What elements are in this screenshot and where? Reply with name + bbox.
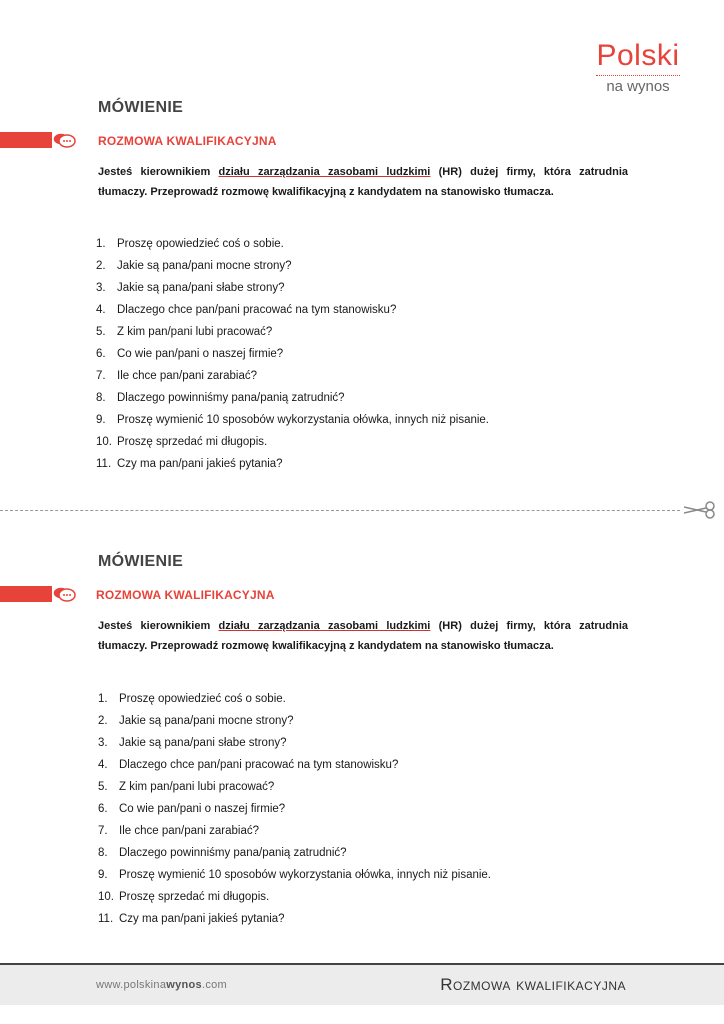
- item-number: 1.: [98, 693, 108, 705]
- item-text: Proszę sprzedać mi długopis.: [117, 436, 268, 448]
- question-list: [98, 688, 491, 930]
- item-number: 3.: [98, 737, 108, 749]
- scissors-icon: [684, 499, 718, 521]
- list-item: [98, 886, 491, 908]
- item-number: 7.: [98, 825, 108, 837]
- item-number: 9.: [98, 869, 108, 881]
- item-text: Proszę wymienić 10 sposobów wykorzystania ołówka, innych niż pisanie.: [117, 414, 490, 426]
- item-number: 8.: [98, 847, 108, 859]
- item-text: Proszę opowiedzieć coś o sobie.: [117, 238, 284, 250]
- item-text: Dlaczego chce pan/pani pracować na tym stanowisku?: [119, 759, 399, 771]
- item-number: 5.: [98, 781, 108, 793]
- task-description: [98, 162, 628, 202]
- intro-underlined: działu zarządzania zasobami ludzkimi: [218, 166, 431, 178]
- footer-url[interactable]: [96, 979, 227, 991]
- item-text: Proszę sprzedać mi długopis.: [119, 891, 270, 903]
- speech-bubbles-icon: [52, 131, 76, 149]
- item-number: 9.: [96, 414, 106, 426]
- list-item: [98, 688, 491, 710]
- intro-part: (HR) dużej firmy, która zatrudnia tłumaczy. Przeprowadź rozmowę kwalifikacyjną z kandydatem na stanowisko tłumacza.: [98, 166, 628, 198]
- accent-bar: [0, 132, 52, 148]
- item-text: Czy ma pan/pani jakieś pytania?: [119, 913, 285, 925]
- item-text: Jakie są pana/pani mocne strony?: [117, 260, 292, 272]
- item-number: 1.: [96, 238, 106, 250]
- footer-url-part: www.polskina: [96, 979, 167, 991]
- item-text: Z kim pan/pani lubi pracować?: [117, 326, 273, 338]
- logo-title: Polski: [596, 39, 680, 72]
- item-text: Z kim pan/pani lubi pracować?: [119, 781, 275, 793]
- section-heading: MÓWIENIE: [98, 99, 184, 116]
- cut-line: [0, 510, 680, 511]
- item-text: Jakie są pana/pani słabe strony?: [117, 282, 285, 294]
- item-number: 8.: [96, 392, 106, 404]
- list-item: [96, 277, 489, 299]
- list-item: [98, 754, 491, 776]
- list-item: [96, 365, 489, 387]
- item-number: 4.: [98, 759, 108, 771]
- accent-bar: [0, 586, 52, 602]
- list-item: [96, 409, 489, 431]
- list-item: [96, 233, 489, 255]
- item-number: 10.: [96, 436, 112, 448]
- list-item: [98, 798, 491, 820]
- item-text: Czy ma pan/pani jakieś pytania?: [117, 458, 283, 470]
- list-item: [98, 776, 491, 798]
- item-text: Dlaczego powinniśmy pana/panią zatrudnić?: [117, 392, 345, 404]
- list-item: [96, 453, 489, 475]
- list-item: [96, 321, 489, 343]
- item-number: 11.: [96, 458, 112, 470]
- list-item: [96, 387, 489, 409]
- item-text: Co wie pan/pani o naszej firmie?: [119, 803, 286, 815]
- list-item: [98, 820, 491, 842]
- item-number: 11.: [98, 913, 114, 925]
- list-item: [96, 431, 489, 453]
- item-number: 2.: [96, 260, 106, 272]
- item-number: 4.: [96, 304, 106, 316]
- item-text: Jakie są pana/pani słabe strony?: [119, 737, 287, 749]
- task-description: [98, 616, 628, 656]
- item-text: Proszę wymienić 10 sposobów wykorzystania ołówka, innych niż pisanie.: [119, 869, 492, 881]
- intro-underlined: działu zarządzania zasobami ludzkimi: [218, 620, 431, 632]
- item-text: Jakie są pana/pani mocne strony?: [119, 715, 294, 727]
- item-text: Ile chce pan/pani zarabiać?: [117, 370, 258, 382]
- item-text: Dlaczego chce pan/pani pracować na tym stanowisku?: [117, 304, 397, 316]
- intro-part: (HR) dużej firmy, która zatrudnia tłumaczy. Przeprowadź rozmowę kwalifikacyjną z kandydatem na stanowisko tłumacza.: [98, 620, 628, 652]
- item-text: Ile chce pan/pani zarabiać?: [119, 825, 260, 837]
- footer-url-part: .com: [201, 979, 228, 991]
- item-number: 6.: [98, 803, 108, 815]
- list-item: [98, 864, 491, 886]
- list-item: [98, 732, 491, 754]
- item-text: Co wie pan/pani o naszej firmie?: [117, 348, 284, 360]
- list-item: [98, 842, 491, 864]
- footer-title: Rozmowa kwalifikacyjna: [440, 975, 626, 994]
- list-item: [98, 908, 491, 930]
- item-number: 10.: [98, 891, 114, 903]
- item-text: Dlaczego powinniśmy pana/panią zatrudnić?: [119, 847, 347, 859]
- section-heading: MÓWIENIE: [98, 553, 184, 570]
- item-number: 3.: [96, 282, 106, 294]
- question-list: [96, 233, 489, 475]
- item-number: 7.: [96, 370, 106, 382]
- item-number: 5.: [96, 326, 106, 338]
- list-item: [96, 343, 489, 365]
- item-number: 6.: [96, 348, 106, 360]
- item-text: Proszę opowiedzieć coś o sobie.: [119, 693, 286, 705]
- page-footer: [0, 963, 724, 1005]
- item-number: 2.: [98, 715, 108, 727]
- intro-part: Jesteś kierownikiem: [98, 620, 219, 632]
- logo-divider: [596, 75, 680, 76]
- intro-part: Jesteś kierownikiem: [98, 166, 219, 178]
- brand-logo: [594, 40, 682, 96]
- list-item: [96, 255, 489, 277]
- list-item: [98, 710, 491, 732]
- section-subheading: ROZMOWA KWALIFIKACYJNA: [98, 134, 277, 148]
- footer-url-bold: wynos: [166, 979, 202, 991]
- section-subheading: ROZMOWA KWALIFIKACYJNA: [96, 588, 275, 602]
- logo-subtitle: na wynos: [606, 78, 670, 95]
- speech-bubbles-icon: [52, 585, 76, 603]
- list-item: [96, 299, 489, 321]
